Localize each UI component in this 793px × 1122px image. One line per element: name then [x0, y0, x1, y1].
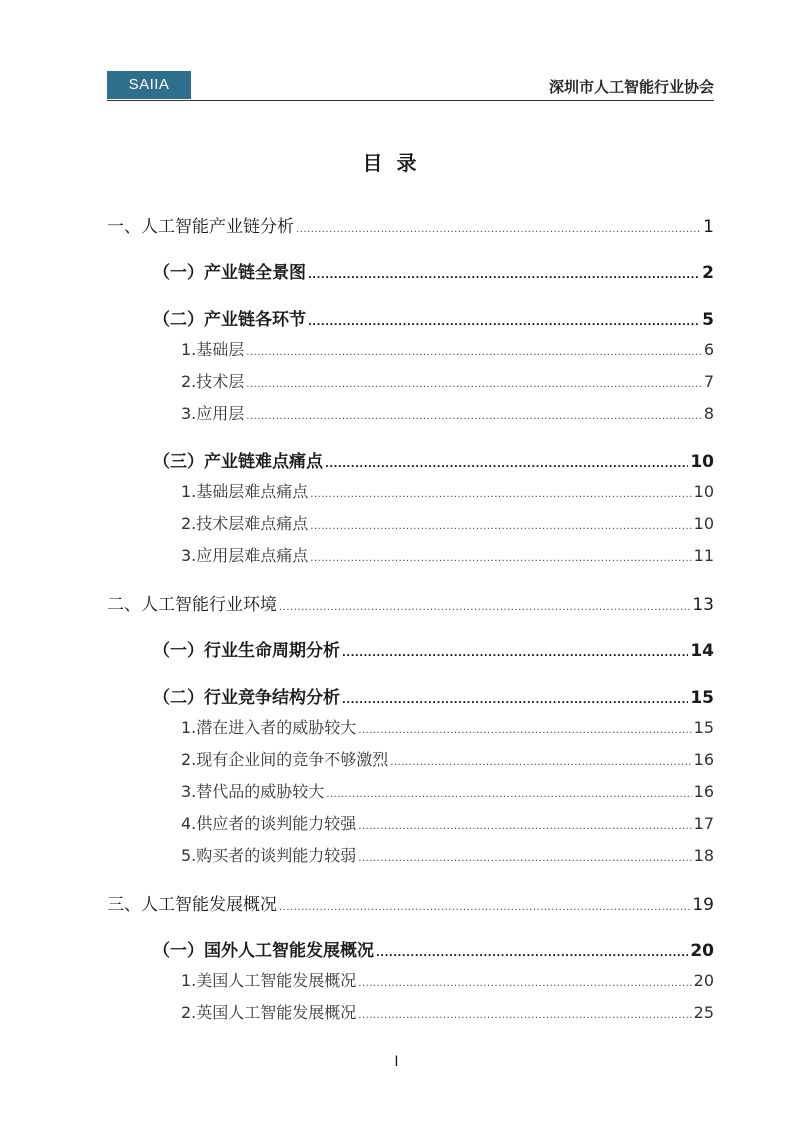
toc-entry-title: 1.美国人工智能发展概况 — [181, 971, 357, 990]
toc-dot-leader — [390, 757, 691, 768]
toc-dot-leader — [308, 317, 700, 328]
toc-entry-page: 17 — [693, 814, 714, 833]
toc-dot-leader — [325, 459, 688, 470]
toc-entry-page: 10 — [693, 482, 714, 501]
toc-entry-page: 7 — [703, 372, 714, 391]
toc-entry[interactable] — [107, 590, 714, 614]
toc-entry[interactable] — [181, 779, 714, 803]
toc-dot-leader — [358, 853, 691, 864]
toc-entry[interactable] — [181, 811, 714, 835]
toc-entry[interactable] — [181, 747, 714, 771]
toc-entry-page: 10 — [690, 452, 714, 472]
page-number: I — [394, 1054, 399, 1070]
toc-entry-page: 6 — [703, 340, 714, 359]
toc-entry-page: 15 — [693, 718, 714, 737]
toc-entry-page: 10 — [693, 514, 714, 533]
toc-entry-title: （二）行业竞争结构分析 — [153, 688, 340, 708]
toc-entry-title: 一、人工智能产业链分析 — [107, 217, 294, 237]
toc-entry[interactable] — [181, 337, 714, 361]
toc-entry-page: 20 — [690, 941, 714, 961]
toc-dot-leader — [358, 821, 691, 832]
toc-dot-leader — [326, 789, 691, 800]
toc-entry[interactable] — [181, 369, 714, 393]
toc-entry-page: 5 — [702, 310, 714, 330]
toc-dot-leader — [310, 489, 691, 500]
toc-entry-title: 1.基础层 — [181, 340, 245, 359]
toc-entry-title: （一）国外人工智能发展概况 — [153, 941, 374, 961]
toc-dot-leader — [310, 521, 691, 532]
toc-entry-title: （二）产业链各环节 — [153, 310, 306, 330]
toc-entry[interactable] — [153, 258, 714, 282]
organization-name: 深圳市人工智能行业协会 — [548, 78, 714, 96]
toc-entry[interactable] — [153, 447, 714, 471]
toc-entry-title: 3.应用层 — [181, 404, 245, 423]
toc-entry-title: 二、人工智能行业环境 — [107, 595, 277, 615]
toc-entry-title: 4.供应者的谈判能力较强 — [181, 814, 357, 833]
toc-entry-page: 14 — [690, 641, 714, 661]
toc-entry-title: 2.技术层 — [181, 372, 245, 391]
toc-entry[interactable] — [153, 305, 714, 329]
toc-entry[interactable] — [153, 683, 714, 707]
toc-entry-page: 8 — [703, 404, 714, 423]
toc-entry-page: 11 — [693, 546, 714, 565]
toc-entry-title: 2.现有企业间的竞争不够激烈 — [181, 750, 389, 769]
toc-entry[interactable] — [107, 890, 714, 914]
toc-entry-title: 2.英国人工智能发展概况 — [181, 1003, 357, 1022]
toc-entry-title: 3.替代品的威胁较大 — [181, 782, 325, 801]
toc-dot-leader — [310, 553, 691, 564]
toc-entry[interactable] — [107, 212, 714, 236]
page-title: 目录 — [362, 151, 431, 175]
toc-entry[interactable] — [181, 543, 714, 567]
toc-dot-leader — [376, 948, 688, 959]
toc-entry[interactable] — [181, 511, 714, 535]
toc-entry-page: 15 — [690, 688, 714, 708]
toc-entry-page: 16 — [693, 782, 714, 801]
toc-entry-page: 18 — [693, 846, 714, 865]
toc-entry-title: （一）行业生命周期分析 — [153, 641, 340, 661]
toc-dot-leader — [308, 270, 700, 281]
header-rule — [107, 100, 714, 101]
toc-entry-title: 3.应用层难点痛点 — [181, 546, 309, 565]
toc-dot-leader — [279, 602, 690, 613]
toc-entry[interactable] — [181, 968, 714, 992]
toc-dot-leader — [342, 695, 688, 706]
page-header — [107, 71, 714, 101]
toc-dot-leader — [246, 379, 702, 390]
toc-dot-leader — [246, 411, 702, 422]
saiia-badge: SAIIA — [107, 71, 191, 99]
toc-dot-leader — [296, 224, 701, 235]
toc-entry-title: （三）产业链难点痛点 — [153, 452, 323, 472]
toc-entry[interactable] — [181, 715, 714, 739]
toc-dot-leader — [358, 1010, 691, 1021]
toc-entry-page: 1 — [703, 217, 714, 237]
toc-entry-title: 三、人工智能发展概况 — [107, 895, 277, 915]
toc-entry[interactable] — [153, 636, 714, 660]
toc-dot-leader — [279, 902, 690, 913]
toc-dot-leader — [358, 978, 691, 989]
toc-entry[interactable] — [181, 401, 714, 425]
toc-entry-title: 1.潜在进入者的威胁较大 — [181, 718, 357, 737]
toc-dot-leader — [342, 648, 688, 659]
toc-entry-page: 19 — [692, 895, 714, 915]
toc-entry-title: （一）产业链全景图 — [153, 263, 306, 283]
toc-entry-title: 1.基础层难点痛点 — [181, 482, 309, 501]
toc-entry-page: 13 — [692, 595, 714, 615]
toc-entry[interactable] — [181, 1000, 714, 1024]
toc-entry-page: 20 — [693, 971, 714, 990]
toc-entry-title: 2.技术层难点痛点 — [181, 514, 309, 533]
toc-entry-page: 16 — [693, 750, 714, 769]
toc-dot-leader — [358, 725, 691, 736]
toc-entry[interactable] — [153, 936, 714, 960]
toc-dot-leader — [246, 347, 702, 358]
toc-entry[interactable] — [181, 843, 714, 867]
toc-entry-page: 2 — [702, 263, 714, 283]
toc-entry[interactable] — [181, 479, 714, 503]
toc-entry-page: 25 — [693, 1003, 714, 1022]
toc-entry-title: 5.购买者的谈判能力较弱 — [181, 846, 357, 865]
